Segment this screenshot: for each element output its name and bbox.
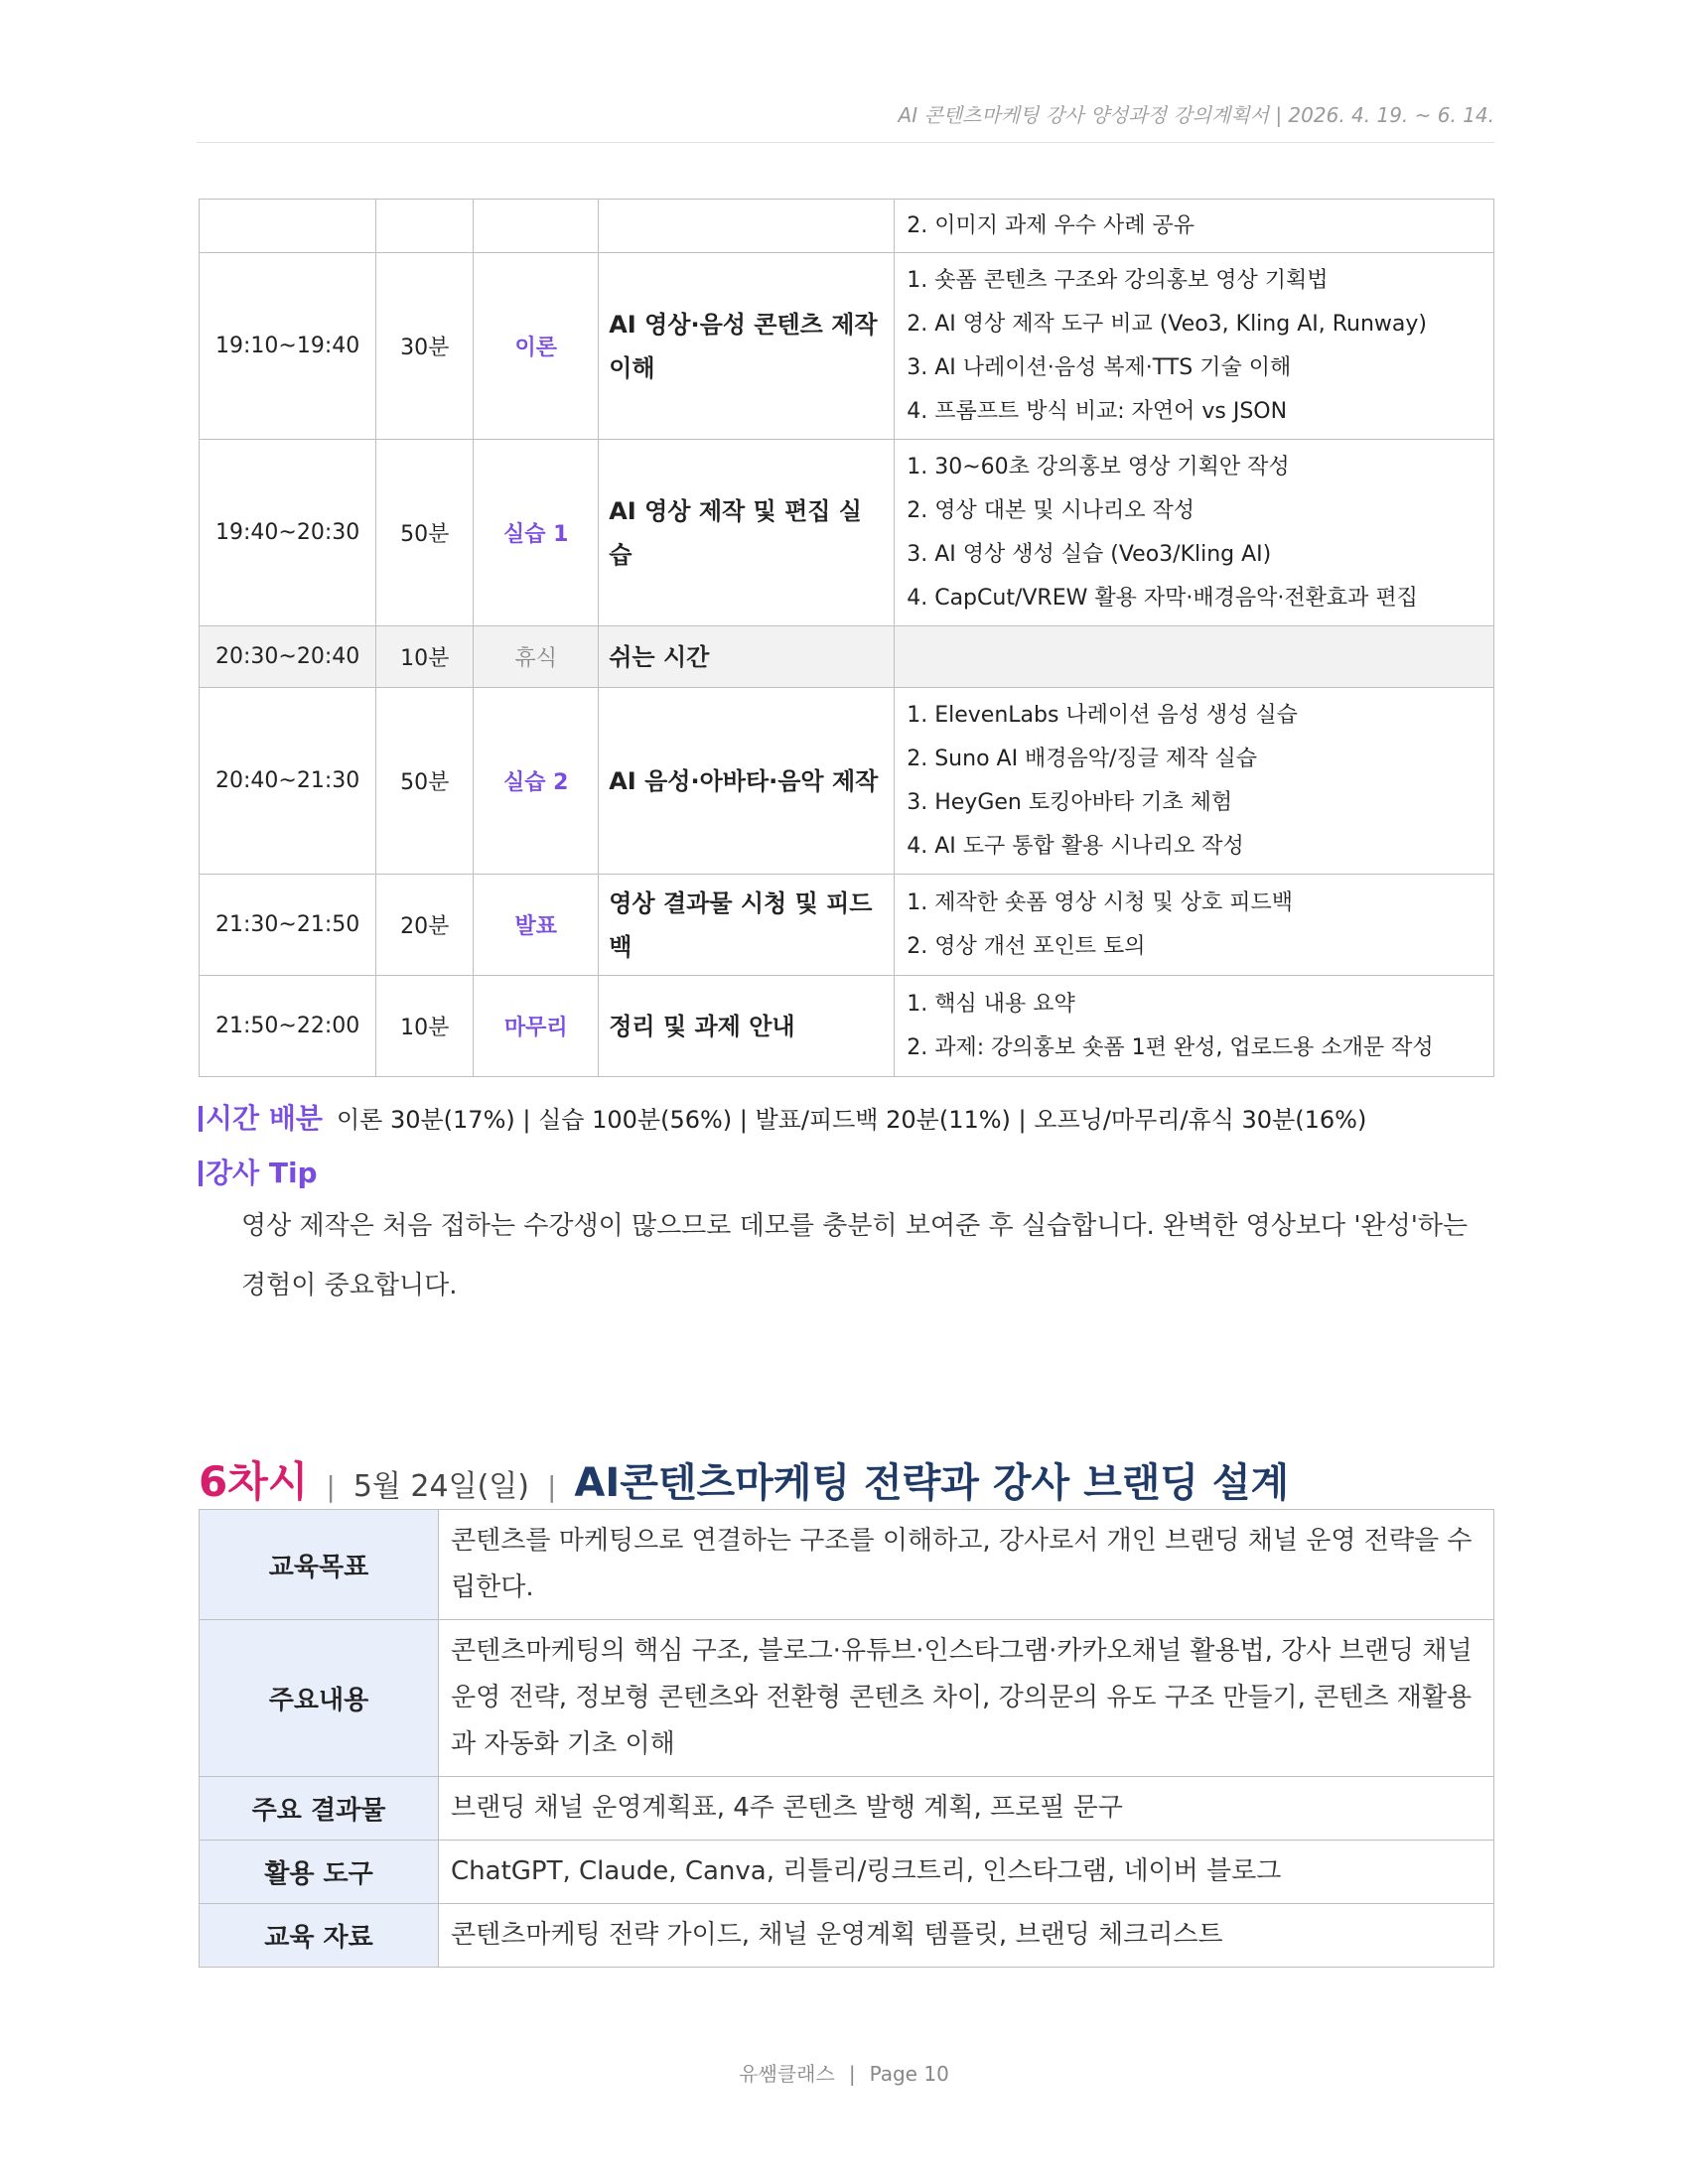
- session-separator: |: [326, 1470, 336, 1503]
- duration-cell: 50분: [376, 688, 474, 875]
- page-footer: [0, 2058, 1688, 2087]
- session-info-table: [199, 1509, 1494, 1968]
- detail-item: 1. 숏폼 콘텐츠 구조와 강의홍보 영상 기획법: [907, 267, 1329, 293]
- info-value: 브랜딩 채널 운영계획표, 4주 콘텐츠 발행 계획, 프로필 문구: [439, 1777, 1494, 1841]
- info-row: [200, 1510, 1494, 1620]
- detail-item: 2. 이미지 과제 우수 사례 공유: [907, 212, 1195, 238]
- detail-item: 1. ElevenLabs 나레이션 음성 생성 실습: [907, 702, 1298, 728]
- info-row: [200, 1904, 1494, 1968]
- footer-brand: 유쌤클래스: [739, 2062, 835, 2086]
- info-key: 교육 자료: [200, 1904, 439, 1968]
- type-cell: 발표: [474, 875, 599, 976]
- detail-item: 2. 영상 개선 포인트 토의: [907, 933, 1146, 959]
- marker-bar-icon: [199, 1106, 203, 1132]
- details-cell: [895, 626, 1494, 688]
- detail-item: 1. 30~60초 강의홍보 영상 기획안 작성: [907, 454, 1290, 479]
- detail-item: 3. AI 나레이션·음성 복제·TTS 기술 이해: [907, 354, 1292, 380]
- detail-item: 3. AI 영상 생성 실습 (Veo3/Kling AI): [907, 541, 1272, 567]
- time-cell: 19:40~20:30: [200, 440, 376, 626]
- info-row: [200, 1777, 1494, 1841]
- detail-item: 1. 제작한 숏폼 영상 시청 및 상호 피드백: [907, 889, 1293, 915]
- topic-cell: 정리 및 과제 안내: [599, 976, 895, 1077]
- topic-cell: 영상 결과물 시청 및 피드백: [599, 875, 895, 976]
- time-cell: 20:30~20:40: [200, 626, 376, 688]
- type-cell: [474, 200, 599, 253]
- info-row: [200, 1620, 1494, 1777]
- info-value: 콘텐츠를 마케팅으로 연결하는 구조를 이해하고, 강사로서 개인 브랜딩 채널 운영 전략을 수립한다.: [439, 1510, 1494, 1620]
- session-separator: |: [546, 1470, 557, 1503]
- time-allocation-text: 이론 30분(17%) | 실습 100분(56%) | 발표/피드백 20분(11%) | 오프닝/마무리/휴식 30분(16%): [336, 1106, 1367, 1134]
- page-number: Page 10: [869, 2062, 949, 2086]
- session-date: 5월 24일(일): [352, 1469, 529, 1504]
- type-cell: 휴식: [474, 626, 599, 688]
- info-key: 교육목표: [200, 1510, 439, 1620]
- detail-item: 2. 영상 대본 및 시나리오 작성: [907, 497, 1195, 523]
- type-cell: 마무리: [474, 976, 599, 1077]
- topic-cell: AI 영상·음성 콘텐츠 제작 이해: [599, 253, 895, 440]
- duration-cell: 10분: [376, 976, 474, 1077]
- detail-item: 4. AI 도구 통합 활용 시나리오 작성: [907, 833, 1244, 859]
- detail-item: 4. CapCut/VREW 활용 자막·배경음악·전환효과 편집: [907, 585, 1418, 611]
- detail-item: 2. AI 영상 제작 도구 비교 (Veo3, Kling AI, Runway): [907, 311, 1427, 337]
- table-row: [200, 440, 1494, 626]
- topic-cell: AI 영상 제작 및 편집 실습: [599, 440, 895, 626]
- time-cell: [200, 200, 376, 253]
- time-cell: 21:30~21:50: [200, 875, 376, 976]
- details-cell: [895, 200, 1494, 253]
- time-cell: 19:10~19:40: [200, 253, 376, 440]
- info-value: 콘텐츠마케팅의 핵심 구조, 블로그·유튜브·인스타그램·카카오채널 활용법, 강사 브랜딩 채널 운영 전략, 정보형 콘텐츠와 전환형 콘텐츠 차이, 강의문의 유도 구조 만들기, 콘텐츠 재활용과 자동화 기초 이해: [439, 1620, 1494, 1777]
- table-row: [200, 976, 1494, 1077]
- detail-item: 1. 핵심 내용 요약: [907, 991, 1075, 1017]
- info-value: ChatGPT, Claude, Canva, 리틀리/링크트리, 인스타그램, 네이버 블로그: [439, 1841, 1494, 1904]
- table-row: [200, 253, 1494, 440]
- tip-heading: [199, 1152, 318, 1191]
- info-key: 주요 결과물: [200, 1777, 439, 1841]
- type-cell: 이론: [474, 253, 599, 440]
- table-row: [200, 875, 1494, 976]
- info-key: 활용 도구: [200, 1841, 439, 1904]
- details-cell: [895, 875, 1494, 976]
- topic-cell: AI 음성·아바타·음악 제작: [599, 688, 895, 875]
- details-cell: [895, 976, 1494, 1077]
- info-value: 콘텐츠마케팅 전략 가이드, 채널 운영계획 템플릿, 브랜딩 체크리스트: [439, 1904, 1494, 1968]
- marker-bar-icon: [199, 1160, 203, 1186]
- table-row: [200, 200, 1494, 253]
- detail-item: 3. HeyGen 토킹아바타 기초 체험: [907, 789, 1233, 815]
- details-cell: [895, 253, 1494, 440]
- info-row: [200, 1841, 1494, 1904]
- session-title: AI콘텐츠마케팅 전략과 강사 브랜딩 설계: [574, 1460, 1290, 1506]
- type-cell: 실습 1: [474, 440, 599, 626]
- duration-cell: [376, 200, 474, 253]
- duration-cell: 50분: [376, 440, 474, 626]
- header-divider: [197, 142, 1494, 143]
- break-row: [200, 626, 1494, 688]
- page-header: AI 콘텐츠마케팅 강사 양성과정 강의계획서 | 2026. 4. 19. ~ 6. 14.: [898, 103, 1494, 127]
- session-number: 6차시: [199, 1457, 309, 1506]
- topic-cell: 쉬는 시간: [599, 626, 895, 688]
- detail-item: 2. 과제: 강의홍보 숏폼 1편 완성, 업로드용 소개문 작성: [907, 1034, 1434, 1060]
- duration-cell: 30분: [376, 253, 474, 440]
- detail-item: 2. Suno AI 배경음악/징글 제작 실습: [907, 746, 1257, 771]
- time-allocation: [199, 1097, 1499, 1137]
- footer-separator: |: [848, 2062, 856, 2086]
- type-cell: 실습 2: [474, 688, 599, 875]
- duration-cell: 20분: [376, 875, 474, 976]
- details-cell: [895, 440, 1494, 626]
- time-allocation-label: 시간 배분: [206, 1102, 323, 1135]
- tip-label: 강사 Tip: [206, 1157, 318, 1189]
- details-cell: [895, 688, 1494, 875]
- topic-cell: [599, 200, 895, 253]
- schedule-table: [199, 199, 1494, 1077]
- duration-cell: 10분: [376, 626, 474, 688]
- table-row: [200, 688, 1494, 875]
- session-heading: [199, 1449, 1499, 1509]
- time-cell: 20:40~21:30: [200, 688, 376, 875]
- info-key: 주요내용: [200, 1620, 439, 1777]
- tip-text: 영상 제작은 처음 접하는 수강생이 많으므로 데모를 충분히 보여준 후 실습합니다. 완벽한 영상보다 '완성'하는 경험이 중요합니다.: [241, 1211, 1469, 1300]
- time-cell: 21:50~22:00: [200, 976, 376, 1077]
- detail-item: 4. 프롬프트 방식 비교: 자연어 vs JSON: [907, 398, 1288, 424]
